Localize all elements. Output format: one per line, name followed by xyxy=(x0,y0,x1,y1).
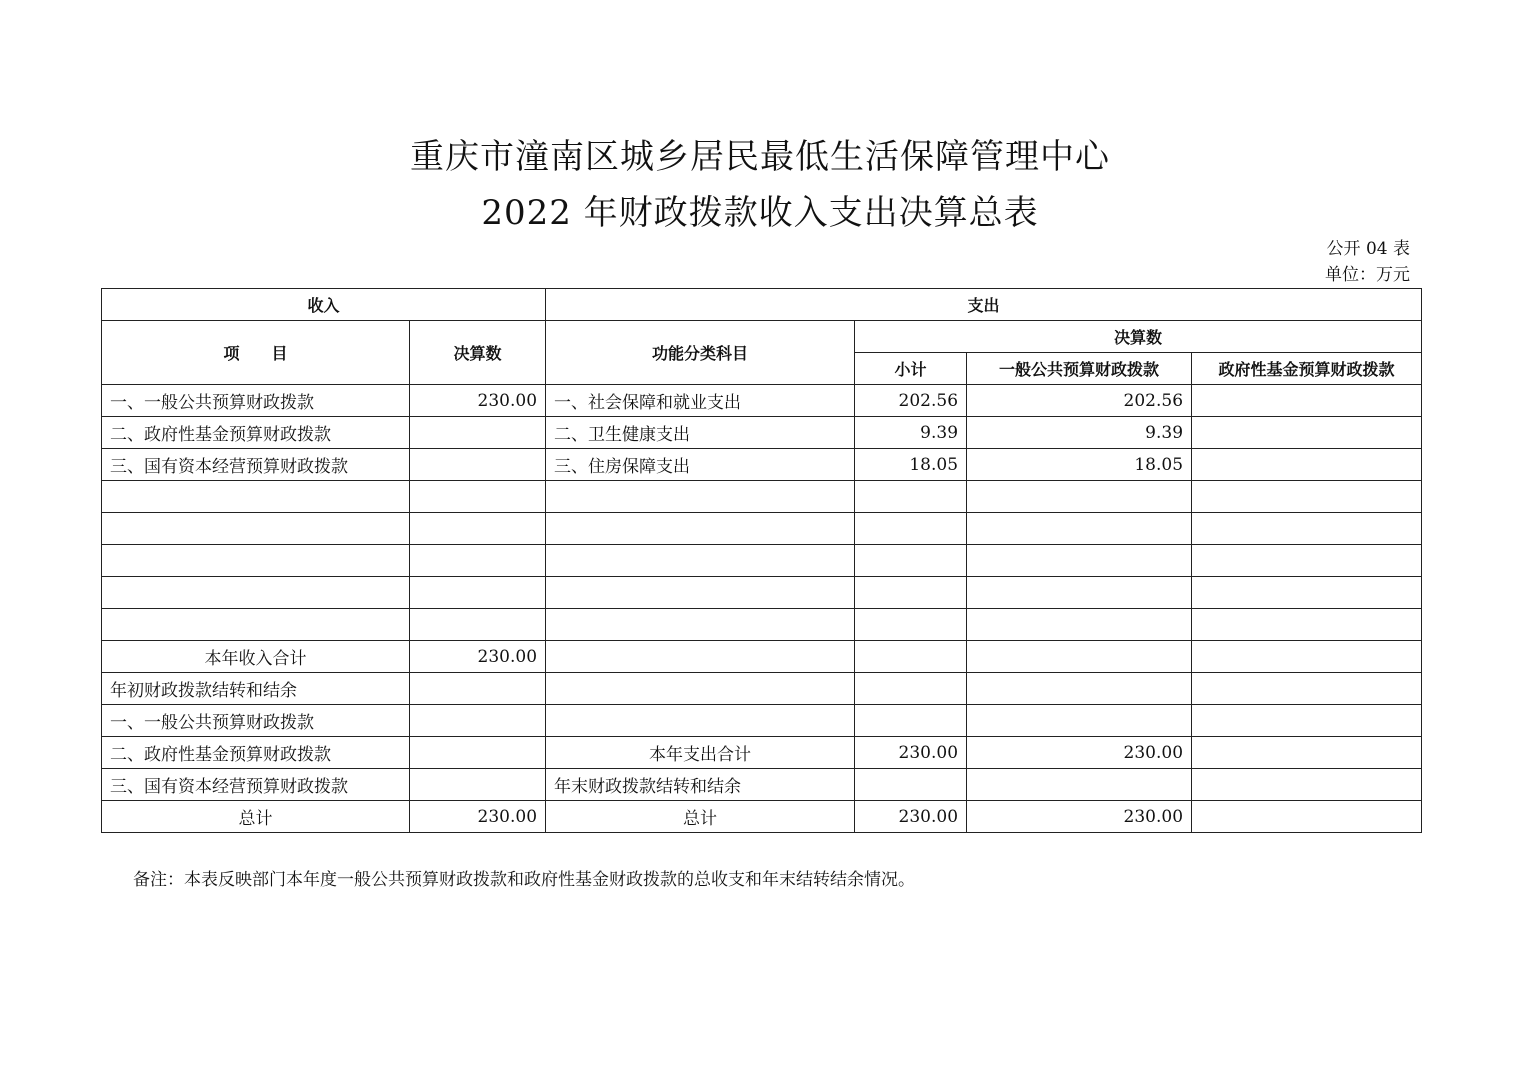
general-budget-cell: 9.39 xyxy=(967,417,1192,449)
income-amount-cell xyxy=(410,769,546,801)
income-amount-cell: 230.00 xyxy=(410,385,546,417)
footnote: 备注：本表反映部门本年度一般公共预算财政拨款和政府性基金财政拨款的总收支和年末结转结余情况。 xyxy=(133,870,915,890)
income-item-cell xyxy=(102,481,410,513)
subtotal-cell xyxy=(855,545,967,577)
finance-table xyxy=(101,288,1422,833)
expense-item-cell: 本年支出合计 xyxy=(546,737,855,769)
income-amount-cell xyxy=(410,673,546,705)
gov-fund-cell xyxy=(1192,385,1422,417)
expense-header: 支出 xyxy=(546,289,1422,321)
subtotal-cell xyxy=(855,769,967,801)
general-budget-cell xyxy=(967,609,1192,641)
table-row xyxy=(102,417,1422,449)
income-item-cell: 二、政府性基金预算财政拨款 xyxy=(102,417,410,449)
subtotal-cell xyxy=(855,705,967,737)
general-budget-cell xyxy=(967,513,1192,545)
subtotal-cell xyxy=(855,641,967,673)
expense-item-cell: 三、住房保障支出 xyxy=(546,449,855,481)
expense-item-cell: 年末财政拨款结转和结余 xyxy=(546,769,855,801)
table-row xyxy=(102,737,1422,769)
income-amount-cell: 230.00 xyxy=(410,801,546,833)
general-budget-header: 一般公共预算财政拨款 xyxy=(967,353,1192,385)
table-row xyxy=(102,705,1422,737)
general-budget-cell xyxy=(967,673,1192,705)
table-code: 公开 04 表 xyxy=(1326,239,1410,259)
final-amount-header-2: 决算数 xyxy=(855,321,1422,353)
table-row xyxy=(102,609,1422,641)
expense-item-cell xyxy=(546,545,855,577)
income-amount-cell xyxy=(410,417,546,449)
expense-item-cell xyxy=(546,481,855,513)
expense-item-cell: 一、社会保障和就业支出 xyxy=(546,385,855,417)
subtotal-cell xyxy=(855,673,967,705)
gov-fund-cell xyxy=(1192,545,1422,577)
subtotal-cell: 230.00 xyxy=(855,737,967,769)
income-amount-cell xyxy=(410,481,546,513)
table-row xyxy=(102,385,1422,417)
gov-fund-cell xyxy=(1192,641,1422,673)
subtotal-cell xyxy=(855,577,967,609)
income-item-cell xyxy=(102,545,410,577)
table-row xyxy=(102,769,1422,801)
table-row xyxy=(102,673,1422,705)
subtotal-cell: 230.00 xyxy=(855,801,967,833)
general-budget-cell xyxy=(967,705,1192,737)
gov-fund-cell xyxy=(1192,769,1422,801)
header-row-1 xyxy=(102,289,1422,321)
income-item-cell: 三、国有资本经营预算财政拨款 xyxy=(102,769,410,801)
income-amount-cell xyxy=(410,705,546,737)
gov-fund-cell xyxy=(1192,513,1422,545)
table-row xyxy=(102,801,1422,833)
subtotal-cell xyxy=(855,609,967,641)
income-item-cell: 一、一般公共预算财政拨款 xyxy=(102,385,410,417)
income-item-cell: 一、一般公共预算财政拨款 xyxy=(102,705,410,737)
unit-label: 单位：万元 xyxy=(1325,265,1410,285)
income-amount-cell xyxy=(410,577,546,609)
expense-item-cell: 二、卫生健康支出 xyxy=(546,417,855,449)
income-item-cell xyxy=(102,577,410,609)
general-budget-cell xyxy=(967,577,1192,609)
gov-fund-cell xyxy=(1192,609,1422,641)
income-amount-cell: 230.00 xyxy=(410,641,546,673)
gov-fund-cell xyxy=(1192,801,1422,833)
general-budget-cell xyxy=(967,641,1192,673)
item-header: 项 目 xyxy=(102,321,410,385)
general-budget-cell: 230.00 xyxy=(967,801,1192,833)
table-row xyxy=(102,449,1422,481)
gov-fund-cell xyxy=(1192,577,1422,609)
table-row xyxy=(102,545,1422,577)
document-title: 重庆市潼南区城乡居民最低生活保障管理中心 xyxy=(410,137,1110,177)
subtotal-cell xyxy=(855,481,967,513)
gov-fund-header: 政府性基金预算财政拨款 xyxy=(1192,353,1422,385)
general-budget-cell xyxy=(967,481,1192,513)
header-row-2 xyxy=(102,321,1422,353)
income-header: 收入 xyxy=(102,289,546,321)
table-row xyxy=(102,481,1422,513)
gov-fund-cell xyxy=(1192,449,1422,481)
document-subtitle: 2022 年财政拨款收入支出决算总表 xyxy=(481,193,1039,233)
income-amount-cell xyxy=(410,449,546,481)
table-row xyxy=(102,641,1422,673)
income-amount-cell xyxy=(410,545,546,577)
income-item-cell: 年初财政拨款结转和结余 xyxy=(102,673,410,705)
gov-fund-cell xyxy=(1192,705,1422,737)
subtotal-cell: 202.56 xyxy=(855,385,967,417)
gov-fund-cell xyxy=(1192,417,1422,449)
income-item-cell: 本年收入合计 xyxy=(102,641,410,673)
expense-item-cell xyxy=(546,641,855,673)
income-item-cell: 三、国有资本经营预算财政拨款 xyxy=(102,449,410,481)
table-row xyxy=(102,577,1422,609)
subtotal-header: 小计 xyxy=(855,353,967,385)
subtotal-cell: 9.39 xyxy=(855,417,967,449)
gov-fund-cell xyxy=(1192,737,1422,769)
general-budget-cell: 202.56 xyxy=(967,385,1192,417)
income-amount-cell xyxy=(410,609,546,641)
gov-fund-cell xyxy=(1192,673,1422,705)
income-item-cell xyxy=(102,609,410,641)
subtotal-cell xyxy=(855,513,967,545)
expense-item-cell: 总计 xyxy=(546,801,855,833)
final-amount-header: 决算数 xyxy=(410,321,546,385)
income-amount-cell xyxy=(410,737,546,769)
gov-fund-cell xyxy=(1192,481,1422,513)
income-item-cell: 总计 xyxy=(102,801,410,833)
income-item-cell: 二、政府性基金预算财政拨款 xyxy=(102,737,410,769)
general-budget-cell: 230.00 xyxy=(967,737,1192,769)
expense-item-cell xyxy=(546,577,855,609)
general-budget-cell: 18.05 xyxy=(967,449,1192,481)
func-class-header: 功能分类科目 xyxy=(546,321,855,385)
general-budget-cell xyxy=(967,769,1192,801)
income-amount-cell xyxy=(410,513,546,545)
expense-item-cell xyxy=(546,673,855,705)
table-row xyxy=(102,513,1422,545)
expense-item-cell xyxy=(546,609,855,641)
income-item-cell xyxy=(102,513,410,545)
general-budget-cell xyxy=(967,545,1192,577)
subtotal-cell: 18.05 xyxy=(855,449,967,481)
expense-item-cell xyxy=(546,705,855,737)
expense-item-cell xyxy=(546,513,855,545)
